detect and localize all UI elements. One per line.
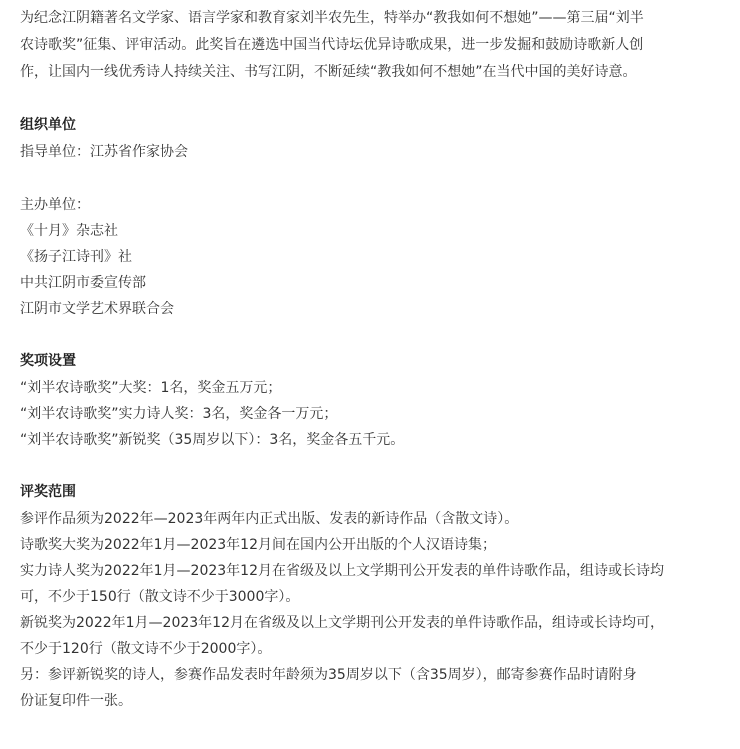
scope-heading: 评奖范围 — [20, 484, 76, 500]
organizers-heading: 组织单位 — [20, 117, 76, 133]
awards-heading: 奖项设置 — [20, 353, 76, 369]
host-unit: 《十月》杂志社 — [20, 223, 118, 239]
intro-line: 作，让国内一线优秀诗人持续关注、书写江阴，不断延续“教我如何不想她”在当代中国的美好诗意。 — [20, 64, 637, 80]
scope-line: 参评作品须为2022年—2023年两年内正式出版、发表的新诗作品（含散文诗）。 — [20, 511, 519, 527]
award-item: “刘半农诗歌奖”新锐奖（35周岁以下）：3名，奖金各五千元。 — [20, 432, 405, 448]
host-unit: 《扬子江诗刊》社 — [20, 249, 132, 265]
spacer — [20, 165, 722, 192]
awards-section — [20, 348, 722, 453]
scope-section — [20, 479, 722, 714]
award-item: “刘半农诗歌奖”实力诗人奖：3名，奖金各一万元； — [20, 406, 338, 422]
scope-line: 诗歌奖大奖为2022年1月—2023年12月间在国内公开出版的个人汉语诗集； — [20, 537, 496, 553]
scope-line: 份证复印件一张。 — [20, 693, 132, 709]
intro-paragraph — [20, 0, 722, 86]
organizers-section — [20, 112, 722, 322]
scope-line: 不少于120行（散文诗不少于2000字）。 — [20, 641, 272, 657]
host-unit: 江阴市文学艺术界联合会 — [20, 301, 174, 317]
intro-line: 为纪念江阴籍著名文学家、语言学家和教育家刘半农先生，特举办“教我如何不想她”——第三届“刘半 — [20, 10, 644, 26]
scope-line: 新锐奖为2022年1月—2023年12月在省级及以上文学期刊公开发表的单件诗歌作品，组诗或长诗均可， — [20, 615, 664, 631]
award-item: “刘半农诗歌奖”大奖：1名，奖金五万元； — [20, 380, 282, 396]
scope-line: 可，不少于150行（散文诗不少于3000字）。 — [20, 589, 300, 605]
scope-line: 实力诗人奖为2022年1月—2023年12月在省级及以上文学期刊公开发表的单件诗歌作品，组诗或长诗均 — [20, 563, 664, 579]
guide-unit: 指导单位：江苏省作家协会 — [20, 144, 188, 160]
intro-line: 农诗歌奖”征集、评审活动。此奖旨在遴选中国当代诗坛优异诗歌成果，进一步发掘和鼓励诗歌新人创 — [20, 37, 644, 53]
scope-line: 另：参评新锐奖的诗人，参赛作品发表时年龄须为35周岁以下（含35周岁），邮寄参赛作品时请附身 — [20, 667, 637, 683]
host-units-label: 主办单位： — [20, 197, 90, 213]
host-unit: 中共江阴市委宣传部 — [20, 275, 146, 291]
